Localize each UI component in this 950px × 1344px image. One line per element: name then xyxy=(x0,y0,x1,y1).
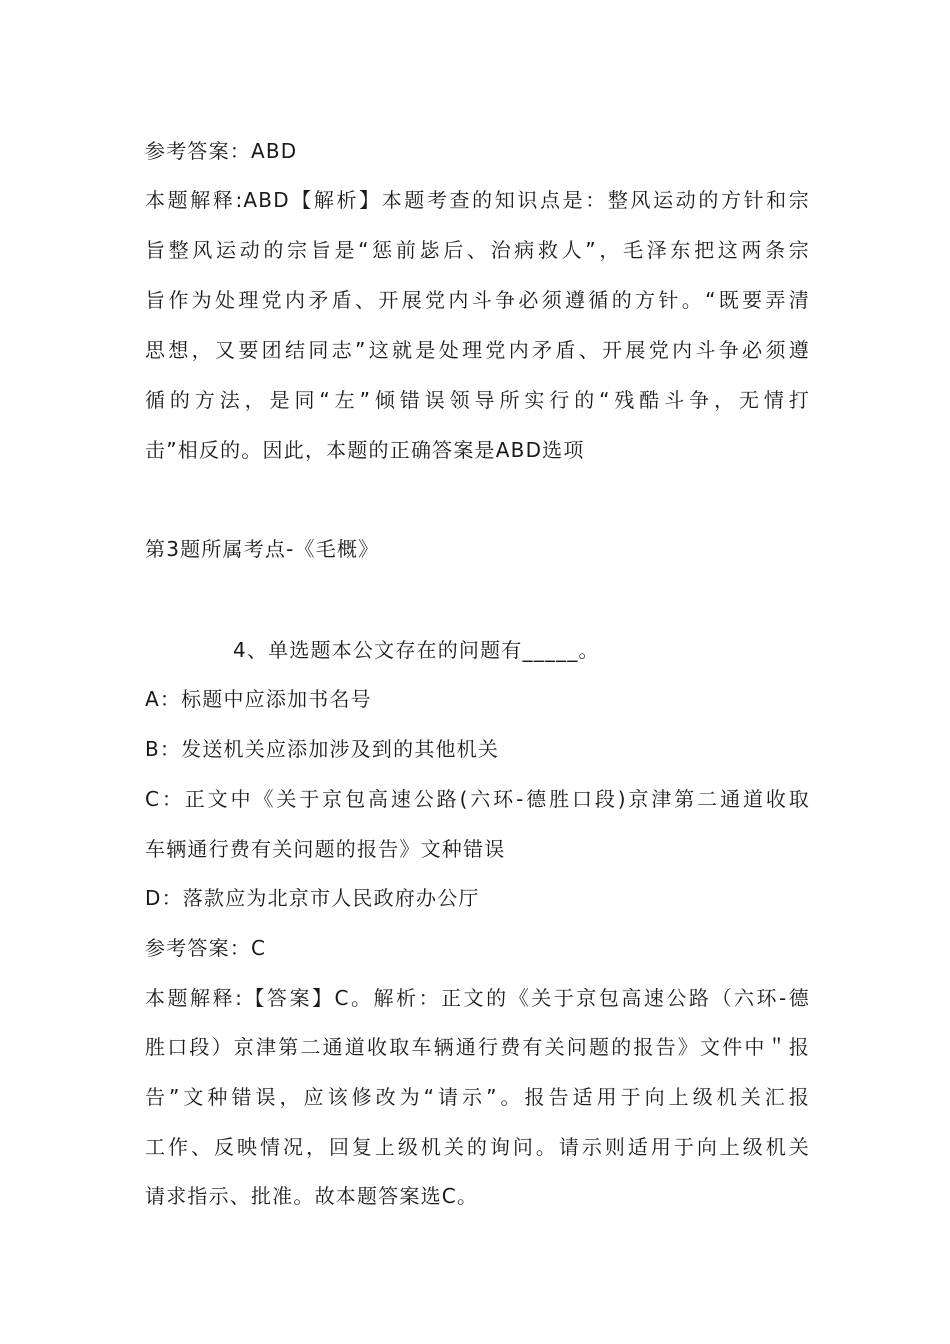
q2-explanation-line-4: 思想，又要团结同志”这就是处理党内矛盾、开展党内斗争必须遵 xyxy=(145,338,810,362)
q4-option-c-line-2: 车辆通行费有关问题的报告》文种错误 xyxy=(145,837,506,861)
q4-explanation-line-4: 工作、反映情况，回复上级机关的询问。请示则适用于向上级机关 xyxy=(145,1135,810,1159)
q3-topic: 第3题所属考点-《毛概》 xyxy=(145,537,380,561)
q2-explanation-line-1: 本题解释:ABD【解析】本题考查的知识点是：整风运动的方针和宗 xyxy=(145,188,810,212)
q4-explanation-line-5: 请求指示、批准。故本题答案选C。 xyxy=(145,1184,479,1208)
q2-explanation-line-2: 旨整风运动的宗旨是“惩前毖后、治病救人”，毛泽东把这两条宗 xyxy=(145,238,810,262)
q4-question: 4、单选题本公文存在的问题有_____。 xyxy=(233,638,600,662)
q4-explanation-line-1: 本题解释:【答案】C。解析：正文的《关于京包高速公路（六环-德 xyxy=(145,986,810,1010)
q4-option-d: D：落款应为北京市人民政府办公厅 xyxy=(145,886,480,910)
q2-explanation-line-3: 旨作为处理党内矛盾、开展党内斗争必须遵循的方针。“既要弄清 xyxy=(145,288,810,312)
q4-explanation-line-2: 胜口段）京津第二通道收取车辆通行费有关问题的报告》文件中＂报 xyxy=(145,1035,810,1059)
q2-answer: 参考答案：ABD xyxy=(145,139,298,163)
q4-option-b: B：发送机关应添加涉及到的其他机关 xyxy=(145,737,500,761)
q4-option-c-line-1: C：正文中《关于京包高速公路(六环-德胜口段)京津第二通道收取 xyxy=(145,787,810,811)
q4-answer: 参考答案：C xyxy=(145,936,267,960)
q4-option-a: A：标题中应添加书名号 xyxy=(145,687,372,711)
q2-explanation-line-5: 循的方法，是同“左”倾错误领导所实行的“残酷斗争，无情打 xyxy=(145,388,810,412)
q2-explanation-line-6: 击”相反的。因此，本题的正确答案是ABD选项 xyxy=(145,438,585,462)
q4-explanation-line-3: 告”文种错误，应该修改为“请示”。报告适用于向上级机关汇报 xyxy=(145,1085,810,1109)
